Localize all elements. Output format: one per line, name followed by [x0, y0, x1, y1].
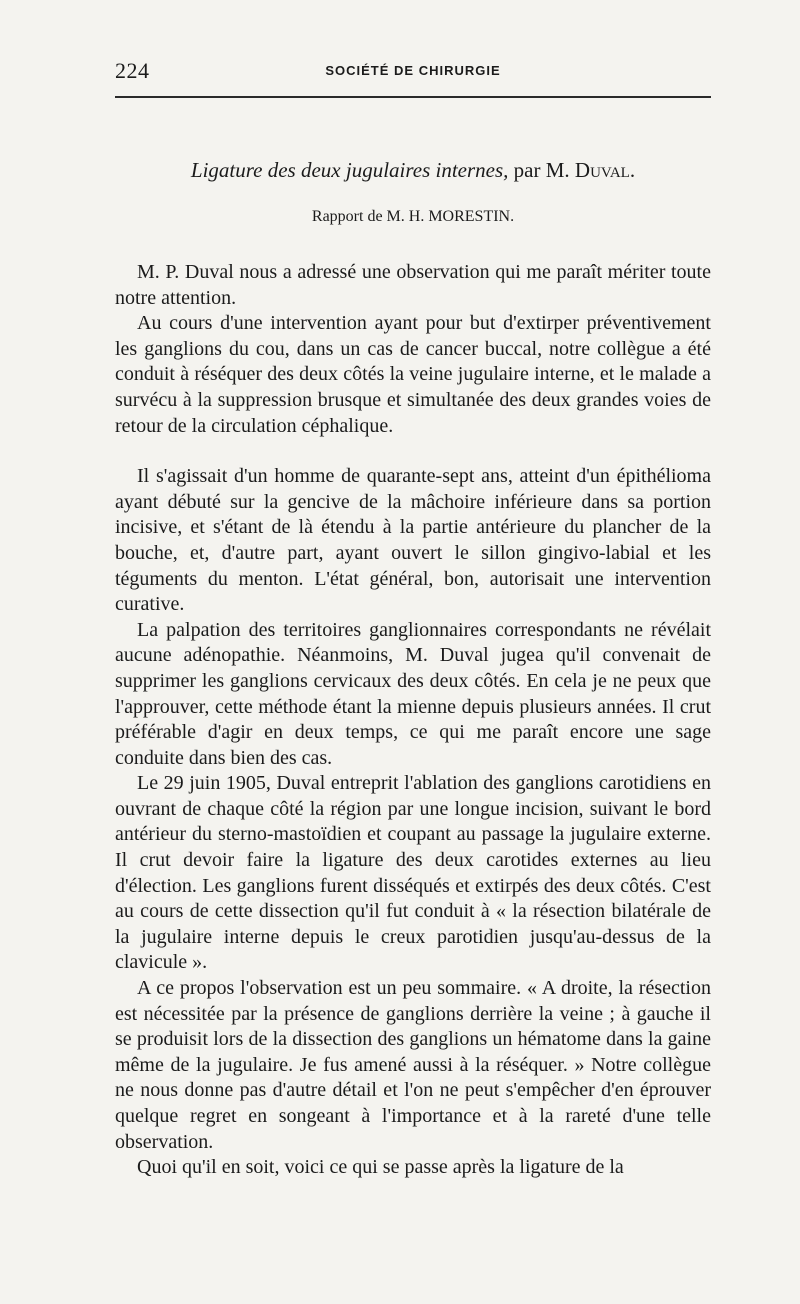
- paragraph-6: A ce propos l'observation est un peu sommaire. « A droite, la résection est nécessitée par la présence de ganglions derrière la veine ; à gauche il se produisit lors de la dissection des ganglions un hématome dans la gaine même de la jugulaire. Je fus amené aussi à la réséquer. » Notre collègue ne nous donne pas d'autre détail et l'on ne peut s'empêcher d'en éprouver quelque regret en songeant à l'importance et à la rareté d'une telle observation.: [115, 977, 711, 1153]
- paragraph-4: La palpation des territoires ganglionnaires correspondants ne révélait aucune adénopathie. Néanmoins, M. Duval jugea qu'il convenait de supprimer les ganglions cervicaux des deux côtés. En cela je ne peux que l'approuver, cette méthode étant la mienne depuis plusieurs années. Il crut préférable d'agir en deux temps, ce qui me paraît encore une sage conduite dans bien des cas.: [115, 618, 711, 769]
- article-title: [115, 156, 711, 184]
- page-number: 224: [115, 58, 150, 83]
- paragraph-7: Quoi qu'il en soit, voici ce qui se passe après la ligature de la: [137, 1156, 624, 1179]
- header-rule: [115, 96, 711, 98]
- running-head: SOCIÉTÉ DE CHIRURGIE: [325, 63, 501, 78]
- page-header: [115, 58, 711, 84]
- paragraph-3: Il s'agissait d'un homme de quarante-sept ans, atteint d'un épithélioma ayant débuté sur la gencive de la mâchoire inférieure dans sa portion incisive, et s'étant de là étendu à la partie antérieure du plancher de la bouche, et, d'autre part, ayant ouvert le sillon gingivo-labial et les téguments du menton. L'état général, bon, autorisait une intervention curative.: [115, 465, 711, 616]
- paragraph-5: Le 29 juin 1905, Duval entreprit l'ablation des ganglions carotidiens en ouvrant de chaque côté la région par une longue incision, suivant le bord antérieur du sterno-mastoïdien et coupant au passage la jugulaire externe. Il crut devoir faire la ligature des deux carotides externes au lieu d'élection. Les ganglions furent disséqués et extirpés des deux côtés. C'est au cours de cette dissection qu'il fut conduit à « la résection bilatérale de la jugulaire interne depuis le creux parotidien jusqu'au-dessus de la clavicule ».: [115, 772, 711, 974]
- report-byline: Rapport de M. H. MORESTIN.: [311, 208, 515, 225]
- title-text: Ligature des deux jugulaires internes,: [190, 158, 509, 182]
- title-author: Duval.: [574, 158, 636, 182]
- paragraph-1: M. P. Duval nous a adressé une observation qui me paraît mériter toute notre attention.: [115, 261, 711, 309]
- title-by: par M.: [513, 158, 570, 182]
- body-text: [115, 260, 711, 1181]
- paragraph-2: Au cours d'une intervention ayant pour but d'extirper préventivement les ganglions du cou, dans un cas de cancer buccal, notre collègue a été conduit à réséquer des deux côtés la veine jugulaire interne, et le malade a survécu à la suppression brusque et simultanée des deux grandes voies de retour de la circulation céphalique.: [115, 312, 711, 437]
